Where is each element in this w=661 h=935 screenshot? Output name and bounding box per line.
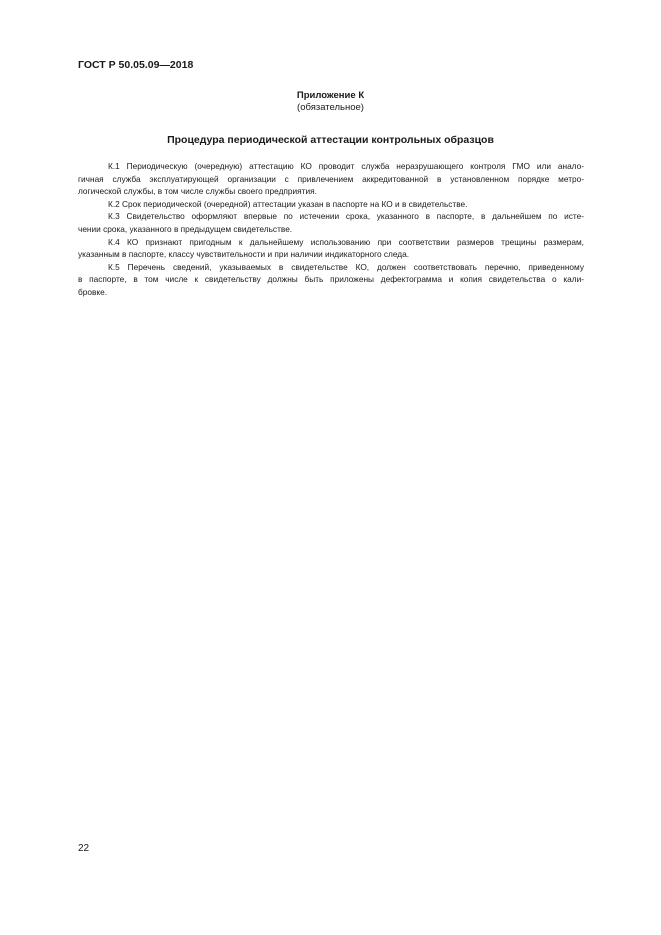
annex-heading [78,90,583,114]
paragraph-line: чении срока, указанного в предыдущем свидетельстве. [78,223,293,234]
paragraph-line: указанным в паспорте, классу чувствительности и при наличии индикаторного следа. [78,249,410,260]
paragraph-line: логической службы, в том числе службы своего предприятия. [78,186,317,197]
paragraph-line: гичная служба эксплуатирующей организации с привлечением аккредитованной в установленном порядке метро- [78,173,584,184]
annex-title: Приложение К [296,90,365,101]
paragraph-line: К.5 Перечень сведений, указываемых в свидетельстве КО, должен соответствовать перечню, приведенному [108,261,584,272]
paragraph-k1 [78,160,584,198]
paragraph-k2 [78,198,584,211]
paragraph-k4 [78,236,584,261]
document-standard-code: ГОСТ Р 50.05.09—2018 [78,59,194,71]
paragraph-line: К.2 Срок периодической (очередной) аттестации указан в паспорте на КО и в свидетельстве. [108,198,468,209]
paragraph-k3 [78,210,584,235]
paragraph-line: К.4 КО признают пригодным к дальнейшему использованию при соответствии размеров трещины размерам, [108,236,584,247]
page-number: 22 [78,843,90,854]
paragraph-line: К.3 Свидетельство оформляют впервые по истечении срока, указанного в паспорте, в дальнейшем по исте- [108,211,584,222]
annex-status: (обязательное) [297,102,364,113]
paragraph-line: бровке. [78,286,108,297]
document-body [78,160,584,299]
paragraph-line: К.1 Периодическую (очередную) аттестацию КО проводит служба неразрушающего контроля ГМО или анало- [108,161,584,171]
paragraph-k5 [78,261,584,299]
section-title: Процедура периодической аттестации контрольных образцов [167,134,494,146]
paragraph-line: в паспорте, в том числе к свидетельству должны быть приложены дефектограмма и копия свидетельства о кали- [78,274,584,285]
